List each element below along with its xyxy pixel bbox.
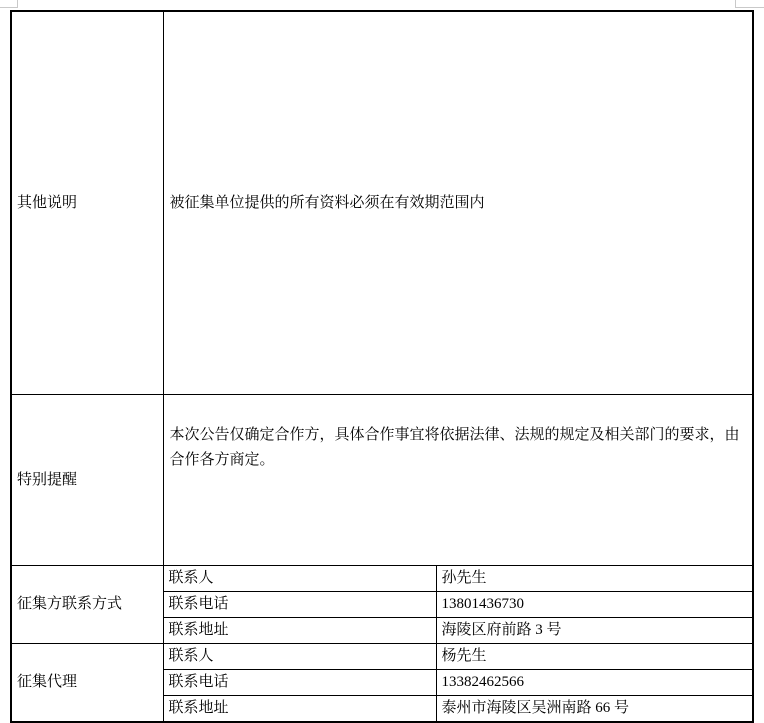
- other-notes-label-cell: 其他说明: [11, 11, 163, 395]
- contact-phone-field-cell: 联系电话: [163, 592, 436, 618]
- notice-table: [10, 10, 754, 723]
- agent-address-field-cell: 联系地址: [163, 696, 436, 723]
- agent-phone-field-cell: 联系电话: [163, 670, 436, 696]
- table-row: [11, 395, 753, 566]
- contact-phone-value-cell: 13801436730: [436, 592, 753, 618]
- table-row: [11, 11, 753, 395]
- collector-contact-group-cell: 征集方联系方式: [11, 566, 163, 644]
- contact-person-field-cell: 联系人: [163, 566, 436, 592]
- spreadsheet-gridline-stub-top-right-h: [735, 7, 764, 8]
- agent-phone-value-cell: 13382462566: [436, 670, 753, 696]
- spreadsheet-gridline-stub-top-left-v: [17, 0, 18, 8]
- contact-address-value-cell: 海陵区府前路 3 号: [436, 618, 753, 644]
- table-row: [11, 566, 753, 592]
- special-reminder-label-cell: 特别提醒: [11, 395, 163, 566]
- agent-contact-group-cell: 征集代理: [11, 644, 163, 723]
- contact-person-value-cell: 孙先生: [436, 566, 753, 592]
- table-row: [11, 644, 753, 670]
- spreadsheet-gridline-stub-top-left-h: [0, 7, 18, 8]
- other-notes-content-cell: 被征集单位提供的所有资料必须在有效期范围内: [163, 11, 753, 395]
- contact-address-field-cell: 联系地址: [163, 618, 436, 644]
- agent-person-value-cell: 杨先生: [436, 644, 753, 670]
- special-reminder-content-cell: 本次公告仅确定合作方，具体合作事宜将依据法律、法规的规定及相关部门的要求，由合作各方商定。: [163, 395, 753, 566]
- agent-person-field-cell: 联系人: [163, 644, 436, 670]
- agent-address-value-cell: 泰州市海陵区吴洲南路 66 号: [436, 696, 753, 723]
- spreadsheet-gridline-stub-top-right-v: [735, 0, 736, 8]
